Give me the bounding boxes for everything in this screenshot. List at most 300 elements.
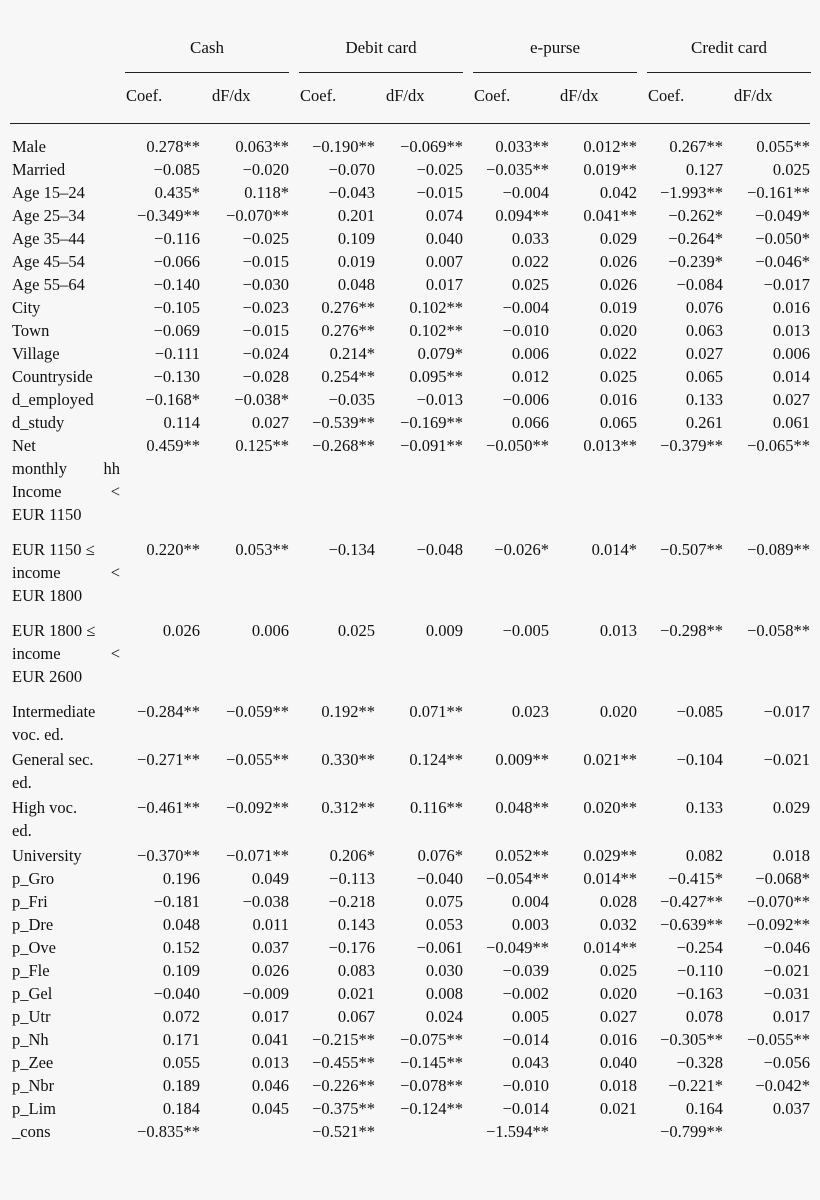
cell-value: 0.042 (599, 183, 637, 202)
cell-value: 0.267** (669, 137, 723, 156)
cell-value: 0.013 (772, 321, 810, 340)
cell-value: 0.254** (321, 367, 375, 386)
row-label-line: Age 45–54 (12, 252, 85, 271)
cell-value: 0.118* (244, 183, 289, 202)
cell-value: 0.076 (685, 298, 723, 317)
cell-value: 0.027 (251, 413, 289, 432)
cell-value: −0.004 (502, 183, 549, 202)
row-label-line: Male (12, 137, 46, 156)
cell-value: 0.029 (599, 229, 637, 248)
cell-value: 0.065 (599, 413, 637, 432)
cell-value: −0.014 (502, 1030, 549, 1049)
row-label (12, 411, 120, 434)
row-label-line: ed. (12, 821, 32, 840)
cell-value: 0.071** (409, 702, 463, 721)
row-label (12, 204, 120, 227)
row-label-line: Town (12, 321, 50, 340)
cell-value: 0.021 (599, 1099, 637, 1118)
cell-value: 0.152 (162, 938, 200, 957)
cell-value: 0.196 (162, 869, 200, 888)
cell-value: −0.092** (747, 915, 810, 934)
cell-value: −0.024 (242, 344, 289, 363)
cell-value: −0.284** (137, 702, 200, 721)
row-label-line: ed. (12, 773, 32, 792)
group-underline-credit-card (647, 72, 811, 73)
group-header-e-purse: e-purse (529, 38, 581, 57)
cell-value: 0.012 (511, 367, 549, 386)
cell-value: −0.181 (153, 892, 200, 911)
cell-value: −0.048 (416, 540, 463, 559)
cell-value: −0.507** (660, 540, 723, 559)
cell-value: 0.032 (599, 915, 637, 934)
row-label-line: EUR 1150 ≤ (12, 540, 95, 559)
row-label-line: City (12, 298, 41, 317)
row-label-line: Village (12, 344, 60, 363)
cell-value: −0.110 (677, 961, 723, 980)
subheader-credit-coef: Coef. (648, 86, 685, 105)
row-label (12, 982, 120, 1005)
cell-value: −0.268** (312, 436, 375, 455)
cell-value: −0.124** (400, 1099, 463, 1118)
cell-value: 0.014** (583, 869, 637, 888)
cell-value: −0.015 (242, 321, 289, 340)
cell-value: 0.020** (583, 798, 637, 817)
cell-value: 0.026 (162, 621, 200, 640)
row-label (12, 959, 120, 982)
row-label-line: Age 25–34 (12, 206, 85, 225)
cell-value: −0.169** (400, 413, 463, 432)
cell-value: 0.008 (425, 984, 463, 1003)
row-label-line: EUR 1150 (12, 505, 82, 524)
row-label-line: EUR 1800 ≤ (12, 621, 96, 640)
cell-value: −0.075** (400, 1030, 463, 1049)
cell-value: 0.055 (162, 1053, 200, 1072)
cell-value: 0.220** (146, 540, 200, 559)
cell-value: 0.013 (251, 1053, 289, 1072)
cell-value: −0.050** (486, 436, 549, 455)
cell-value: −0.070** (226, 206, 289, 225)
cell-value: −0.539** (312, 413, 375, 432)
cell-value: 0.192** (321, 702, 375, 721)
cell-value: −0.038 (242, 892, 289, 911)
cell-value: −0.226** (312, 1076, 375, 1095)
cell-value: −0.104 (676, 750, 723, 769)
cell-value: −1.594** (486, 1122, 549, 1141)
group-header-cash: Cash (190, 38, 224, 57)
cell-value: −0.025 (242, 229, 289, 248)
cell-value: −0.298** (660, 621, 723, 640)
cell-value: −0.113 (329, 869, 375, 888)
row-label (12, 619, 120, 688)
cell-value: 0.114 (163, 413, 200, 432)
cell-value: 0.037 (251, 938, 289, 957)
cell-value: 0.006 (511, 344, 549, 363)
cell-value: 0.018 (599, 1076, 637, 1095)
cell-value: −0.058** (747, 621, 810, 640)
cell-value: 0.078 (685, 1007, 723, 1026)
cell-value: −0.025 (416, 160, 463, 179)
cell-value: −0.070 (328, 160, 375, 179)
row-label-line: High voc. (12, 798, 78, 817)
cell-value: −0.002 (502, 984, 549, 1003)
cell-value: −0.056 (763, 1053, 810, 1072)
cell-value: −0.040 (153, 984, 200, 1003)
cell-value: 0.063** (235, 137, 289, 156)
row-label (12, 890, 120, 913)
cell-value: 0.184 (162, 1099, 200, 1118)
cell-value: 0.109 (162, 961, 200, 980)
row-label (12, 700, 120, 746)
cell-value: −0.521** (312, 1122, 375, 1141)
row-label-line: p_Nbr (12, 1076, 55, 1095)
cell-value: −0.005 (502, 621, 549, 640)
row-label (12, 538, 120, 607)
cell-value: 0.014** (583, 938, 637, 957)
cell-value: −0.145** (400, 1053, 463, 1072)
cell-value: −0.375** (312, 1099, 375, 1118)
row-label-line: income < (12, 644, 120, 663)
cell-value: 0.025 (511, 275, 549, 294)
subheader-debit-coef: Coef. (300, 86, 337, 105)
cell-value: −0.105 (153, 298, 200, 317)
row-label-line: Intermediate (12, 702, 96, 721)
cell-value: −0.049** (486, 938, 549, 957)
cell-value: 0.024 (425, 1007, 463, 1026)
cell-value: 0.020 (599, 702, 637, 721)
cell-value: 0.053 (425, 915, 463, 934)
cell-value: 0.016 (772, 298, 810, 317)
cell-value: −0.013 (416, 390, 463, 409)
cell-value: −0.161** (747, 183, 810, 202)
cell-value: 0.012** (583, 137, 637, 156)
cell-value: −0.271** (137, 750, 200, 769)
cell-value: −0.042* (755, 1076, 810, 1095)
cell-value: −0.031 (763, 984, 810, 1003)
cell-value: −0.069 (153, 321, 200, 340)
row-label-line: d_employed (12, 390, 94, 409)
cell-value: 0.083 (337, 961, 375, 980)
cell-value: −0.799** (660, 1122, 723, 1141)
cell-value: 0.019 (337, 252, 375, 271)
cell-value: −0.021 (763, 961, 810, 980)
cell-value: 0.026 (251, 961, 289, 980)
cell-value: 0.079* (417, 344, 463, 363)
row-label (12, 913, 120, 936)
cell-value: 0.045 (251, 1099, 289, 1118)
row-label (12, 1051, 120, 1074)
cell-value: 0.029** (583, 846, 637, 865)
cell-value: 0.109 (337, 229, 375, 248)
cell-value: −0.427** (660, 892, 723, 911)
row-label-line: Age 15–24 (12, 183, 85, 202)
cell-value: −0.190** (312, 137, 375, 156)
cell-value: −0.014 (502, 1099, 549, 1118)
cell-value: −0.006 (502, 390, 549, 409)
row-label (12, 1005, 120, 1028)
cell-value: −0.030 (242, 275, 289, 294)
row-label-line: p_Fri (12, 892, 48, 911)
cell-value: −0.085 (153, 160, 200, 179)
cell-value: 0.021** (583, 750, 637, 769)
cell-value: −0.130 (153, 367, 200, 386)
cell-value: 0.076* (417, 846, 463, 865)
cell-value: 0.025 (772, 160, 810, 179)
cell-value: 0.019** (583, 160, 637, 179)
cell-value: −0.089** (747, 540, 810, 559)
cell-value: 0.013** (583, 436, 637, 455)
cell-value: 0.022 (599, 344, 637, 363)
cell-value: 0.016 (599, 390, 637, 409)
cell-value: 0.027 (685, 344, 723, 363)
cell-value: 0.066 (511, 413, 549, 432)
cell-value: 0.040 (425, 229, 463, 248)
cell-value: 0.102** (409, 298, 463, 317)
cell-value: 0.013 (599, 621, 637, 640)
row-label (12, 365, 120, 388)
row-label-line: Age 35–44 (12, 229, 85, 248)
row-label-line: Age 55–64 (12, 275, 85, 294)
cell-value: 0.023 (511, 702, 549, 721)
cell-value: 0.004 (511, 892, 549, 911)
cell-value: 0.046 (251, 1076, 289, 1095)
cell-value: −0.379** (660, 436, 723, 455)
cell-value: −0.020 (242, 160, 289, 179)
row-label-line: p_Fle (12, 961, 50, 980)
cell-value: 0.025 (337, 621, 375, 640)
cell-value: 0.026 (599, 252, 637, 271)
row-label-line: voc. ed. (12, 725, 64, 744)
cell-value: −0.218 (328, 892, 375, 911)
group-header-credit-card: Credit card (691, 38, 767, 57)
cell-value: 0.048** (495, 798, 549, 817)
row-label-line: _cons (12, 1122, 51, 1141)
cell-value: −0.035 (328, 390, 375, 409)
cell-value: −0.835** (137, 1122, 200, 1141)
row-label-line: p_Gro (12, 869, 55, 888)
row-label (12, 250, 120, 273)
group-header-debit-card: Debit card (345, 38, 417, 57)
row-label (12, 867, 120, 890)
cell-value: −0.349** (137, 206, 200, 225)
cell-value: 0.133 (685, 798, 723, 817)
cell-value: 0.017 (425, 275, 463, 294)
group-underline-e-purse (473, 72, 637, 73)
cell-value: −0.455** (312, 1053, 375, 1072)
cell-value: 0.025 (599, 961, 637, 980)
cell-value: −0.085 (676, 702, 723, 721)
cell-value: 0.014* (591, 540, 637, 559)
cell-value: 0.041 (251, 1030, 289, 1049)
cell-value: 0.029 (772, 798, 810, 817)
cell-value: 0.011 (252, 915, 289, 934)
cell-value: 0.030 (425, 961, 463, 980)
cell-value: 0.189 (162, 1076, 200, 1095)
cell-value: −0.328 (676, 1053, 723, 1072)
cell-value: −0.043 (328, 183, 375, 202)
subheader-cash-coef: Coef. (126, 86, 163, 105)
cell-value: 0.025 (599, 367, 637, 386)
cell-value: −0.021 (763, 750, 810, 769)
cell-value: 0.061 (772, 413, 810, 432)
cell-value: 0.065 (685, 367, 723, 386)
row-label-line: Net (12, 436, 36, 455)
cell-value: −0.176 (328, 938, 375, 957)
cell-value: −0.069** (400, 137, 463, 156)
cell-value: 0.053** (235, 540, 289, 559)
cell-value: −0.091** (400, 436, 463, 455)
cell-value: 0.055** (756, 137, 810, 156)
cell-value: 0.014 (772, 367, 810, 386)
subheader-debit-dfdx: dF/dx (386, 86, 425, 105)
cell-value: 0.048 (337, 275, 375, 294)
cell-value: 0.125** (235, 436, 289, 455)
cell-value: 0.020 (599, 984, 637, 1003)
cell-value: −0.023 (242, 298, 289, 317)
cell-value: 0.278** (146, 137, 200, 156)
row-label-line: EUR 1800 (12, 586, 83, 605)
cell-value: −0.028 (242, 367, 289, 386)
cell-value: 0.037 (772, 1099, 810, 1118)
cell-value: −0.415* (668, 869, 723, 888)
row-label (12, 748, 120, 794)
cell-value: −0.010 (502, 1076, 549, 1095)
cell-value: −0.046* (755, 252, 810, 271)
cell-value: −0.010 (502, 321, 549, 340)
cell-value: 0.048 (162, 915, 200, 934)
cell-value: 0.067 (337, 1007, 375, 1026)
cell-value: 0.116** (409, 798, 463, 817)
row-label (12, 158, 120, 181)
cell-value: 0.075 (425, 892, 463, 911)
cell-value: 0.005 (511, 1007, 549, 1026)
cell-value: 0.127 (685, 160, 723, 179)
row-label (12, 1028, 120, 1051)
cell-value: 0.006 (772, 344, 810, 363)
cell-value: 0.022 (511, 252, 549, 271)
row-label (12, 844, 120, 867)
cell-value: −0.084 (676, 275, 723, 294)
cell-value: −0.116 (154, 229, 200, 248)
group-underline-debit-card (299, 72, 463, 73)
cell-value: 0.201 (337, 206, 375, 225)
group-underline-cash (125, 72, 289, 73)
row-label-line: p_Lim (12, 1099, 56, 1118)
cell-value: −0.009 (242, 984, 289, 1003)
cell-value: −0.054** (486, 869, 549, 888)
cell-value: 0.171 (162, 1030, 200, 1049)
row-label-line: University (12, 846, 82, 865)
subheader-epurse-dfdx: dF/dx (560, 86, 599, 105)
cell-value: −0.061 (416, 938, 463, 957)
cell-value: 0.003 (511, 915, 549, 934)
cell-value: 0.276** (321, 298, 375, 317)
cell-value: 0.102** (409, 321, 463, 340)
cell-value: 0.041** (583, 206, 637, 225)
row-label-line: p_Gel (12, 984, 53, 1003)
cell-value: −0.039 (502, 961, 549, 980)
cell-value: 0.074 (425, 206, 463, 225)
row-label-line: p_Dre (12, 915, 54, 934)
row-label-line: General sec. (12, 750, 94, 769)
row-label (12, 1120, 120, 1143)
row-label-line: Married (12, 160, 66, 179)
cell-value: 0.017 (772, 1007, 810, 1026)
cell-value: −0.015 (242, 252, 289, 271)
cell-value: −0.017 (763, 275, 810, 294)
cell-value: 0.206* (329, 846, 375, 865)
cell-value: 0.006 (251, 621, 289, 640)
row-label-line: income < (12, 563, 120, 582)
row-label-line: EUR 2600 (12, 667, 83, 686)
cell-value: 0.164 (685, 1099, 723, 1118)
cell-value: −0.221* (668, 1076, 723, 1095)
cell-value: 0.435* (154, 183, 200, 202)
cell-value: 0.019 (599, 298, 637, 317)
row-label-line: p_Nh (12, 1030, 49, 1049)
row-label (12, 1097, 120, 1120)
cell-value: −0.059** (226, 702, 289, 721)
cell-value: −0.639** (660, 915, 723, 934)
row-label-line: p_Ove (12, 938, 56, 957)
cell-value: 0.020 (599, 321, 637, 340)
cell-value: 0.124** (409, 750, 463, 769)
cell-value: 0.017 (251, 1007, 289, 1026)
cell-value: 0.063 (685, 321, 723, 340)
cell-value: 0.052** (495, 846, 549, 865)
row-label (12, 388, 120, 411)
cell-value: 0.009 (425, 621, 463, 640)
subheader-cash-dfdx: dF/dx (212, 86, 251, 105)
cell-value: 0.016 (599, 1030, 637, 1049)
cell-value: 0.072 (162, 1007, 200, 1026)
cell-value: −0.055** (226, 750, 289, 769)
row-label (12, 1074, 120, 1097)
cell-value: −0.040 (416, 869, 463, 888)
cell-value: −0.215** (312, 1030, 375, 1049)
row-label-line: Countryside (12, 367, 93, 386)
row-label (12, 135, 120, 158)
row-label (12, 273, 120, 296)
cell-value: 0.040 (599, 1053, 637, 1072)
cell-value: −0.140 (153, 275, 200, 294)
cell-value: 0.007 (425, 252, 463, 271)
cell-value: −0.264* (668, 229, 723, 248)
row-label-line: p_Zee (12, 1053, 54, 1072)
row-label (12, 434, 120, 526)
row-label-line: Income < (12, 482, 120, 501)
cell-value: −0.038* (234, 390, 289, 409)
cell-value: 0.027 (599, 1007, 637, 1026)
cell-value: 0.033** (495, 137, 549, 156)
cell-value: −0.017 (763, 702, 810, 721)
cell-value: 0.021 (337, 984, 375, 1003)
cell-value: 0.261 (685, 413, 723, 432)
cell-value: −0.078** (400, 1076, 463, 1095)
cell-value: 0.330** (321, 750, 375, 769)
cell-value: −0.066 (153, 252, 200, 271)
cell-value: −0.055** (747, 1030, 810, 1049)
row-label (12, 319, 120, 342)
cell-value: 0.028 (599, 892, 637, 911)
row-label-line: p_Utr (12, 1007, 51, 1026)
cell-value: −0.461** (137, 798, 200, 817)
subheader-credit-dfdx: dF/dx (734, 86, 773, 105)
cell-value: 0.018 (772, 846, 810, 865)
cell-value: 0.027 (772, 390, 810, 409)
cell-value: −0.262* (668, 206, 723, 225)
cell-value: −0.168* (145, 390, 200, 409)
cell-value: 0.043 (511, 1053, 549, 1072)
